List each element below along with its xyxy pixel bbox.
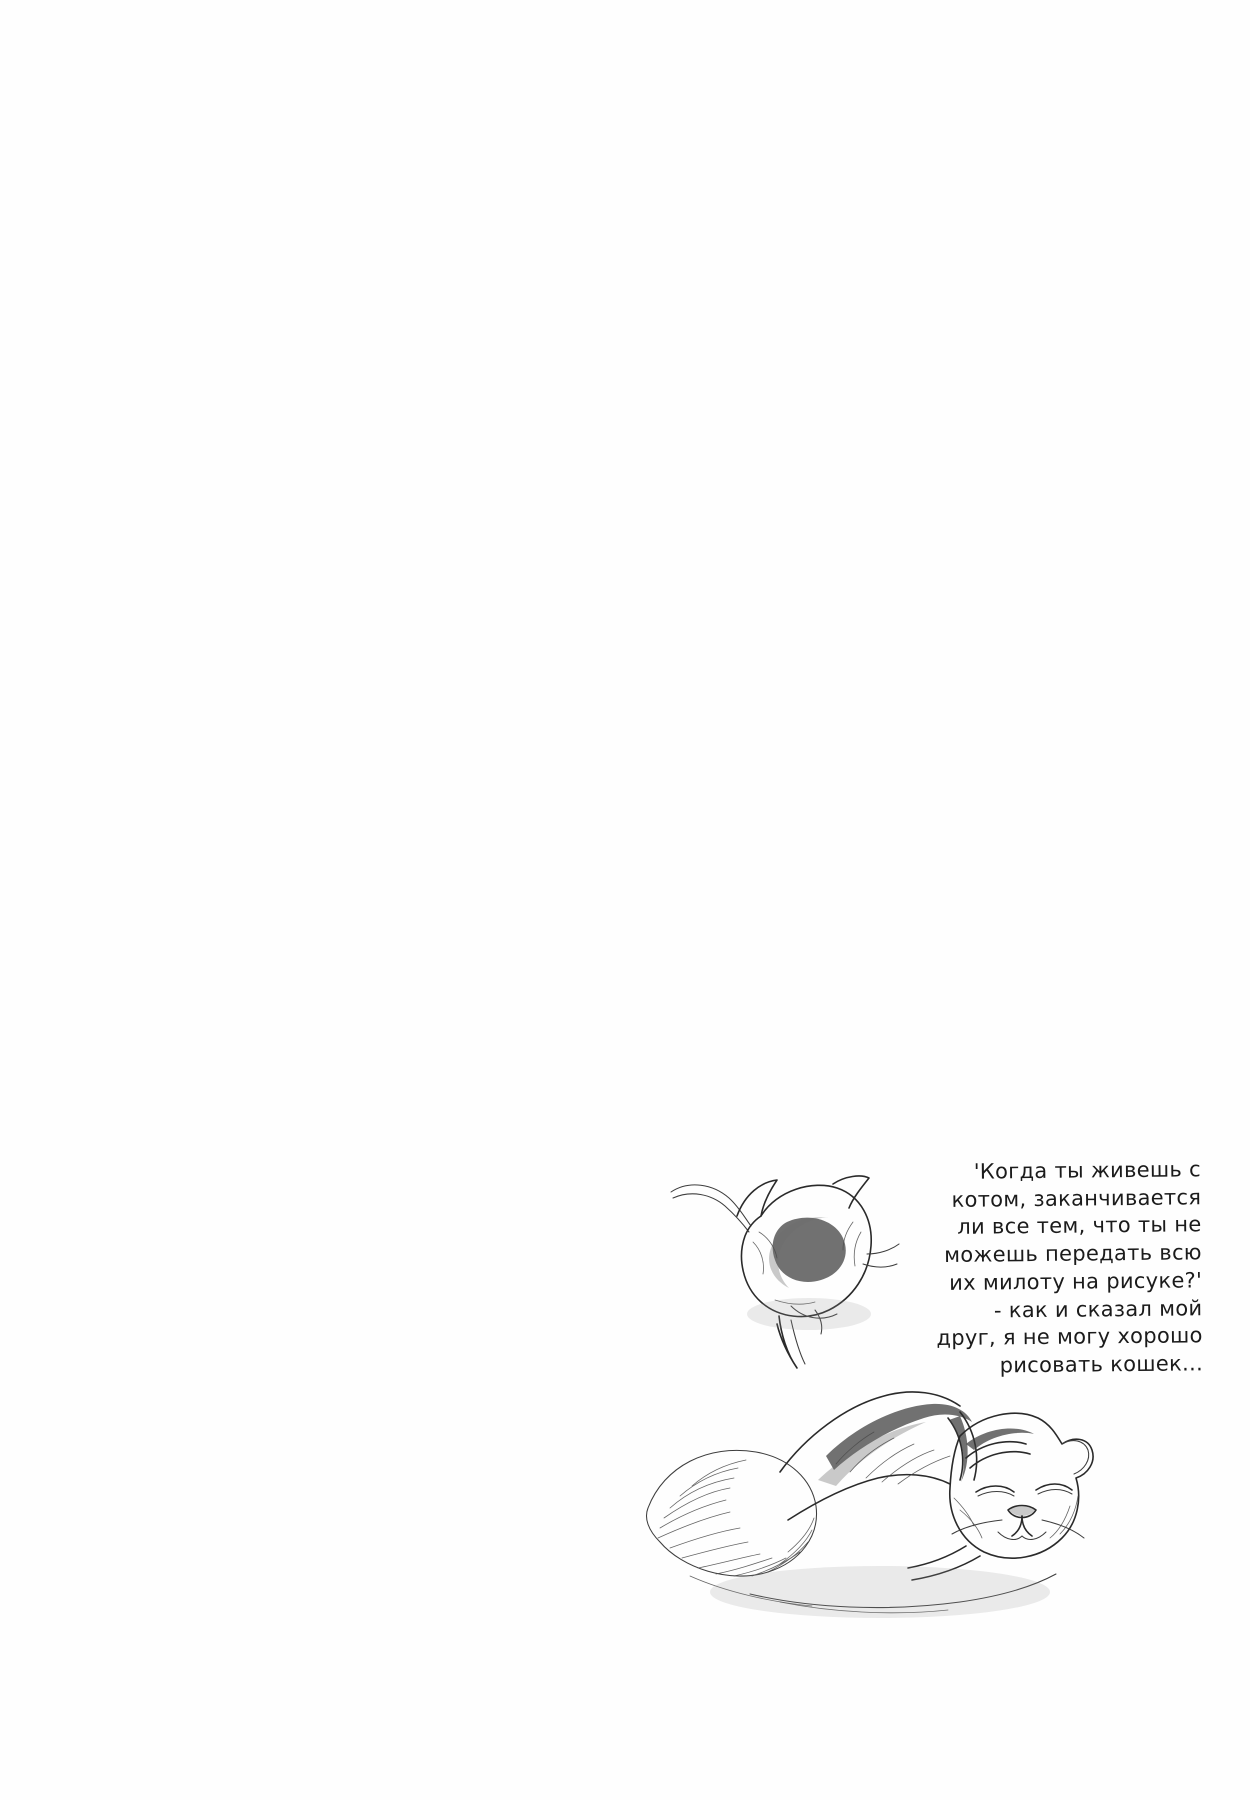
- caption-line: друг, я не могу хорошо: [936, 1323, 1203, 1351]
- caption-line: их милоту на рисуке?': [949, 1268, 1203, 1295]
- caption-line: 'Когда ты живешь с: [973, 1157, 1202, 1184]
- caption-line: ли все тем, что ты не: [957, 1212, 1202, 1240]
- caption-line: рисовать кошек...: [999, 1351, 1204, 1378]
- caption-text: [871, 1156, 1203, 1381]
- caption-line: - как и сказал мой: [993, 1295, 1203, 1323]
- cat-sleeping-sketch: [630, 1340, 1100, 1640]
- caption-line: котом, заканчивается: [951, 1184, 1202, 1212]
- caption-line: можешь передать всю: [944, 1240, 1202, 1268]
